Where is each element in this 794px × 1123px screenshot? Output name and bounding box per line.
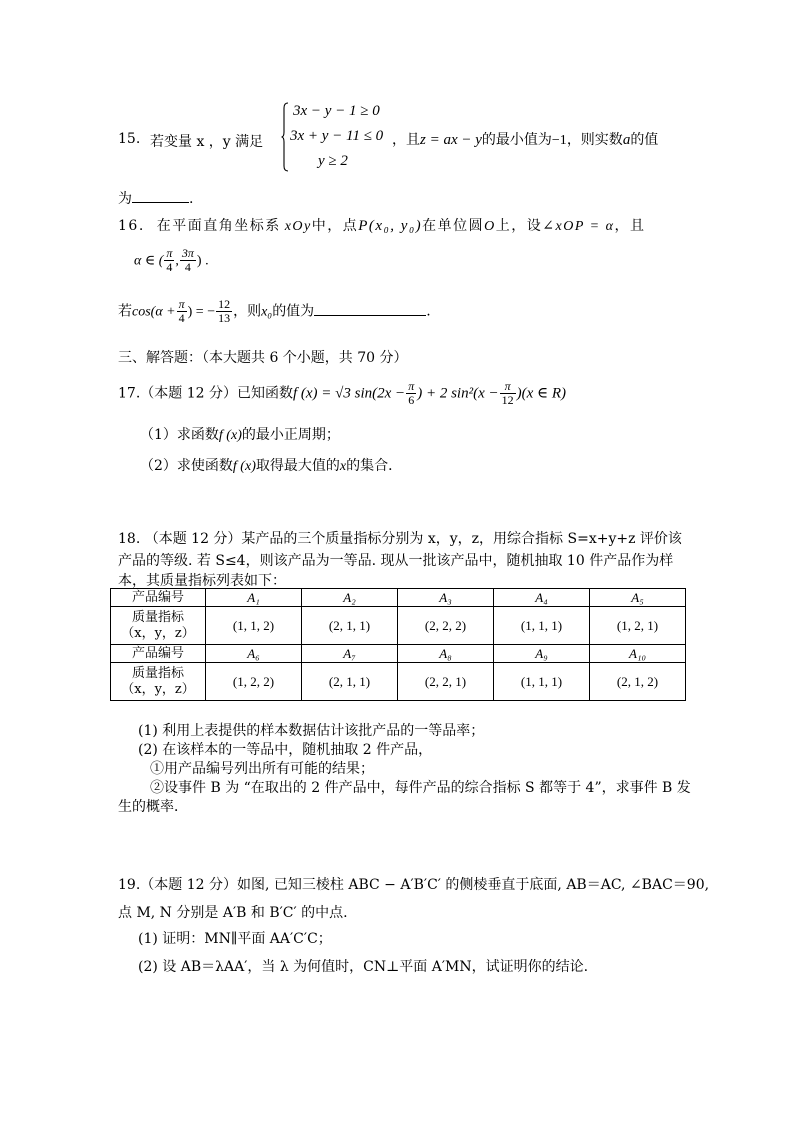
q17-line1 <box>118 380 566 407</box>
function-tail: )(x ∈ R) <box>516 385 567 402</box>
q16-line3 <box>118 298 431 325</box>
comma: , <box>175 253 179 269</box>
var-a: a <box>622 132 631 148</box>
numerator: π <box>166 246 173 260</box>
denominator: 4 <box>178 311 185 325</box>
q15-text-b: 的最小值为 <box>481 132 552 148</box>
value-cell: (2, 1, 2) <box>590 663 686 701</box>
constraint-3: y ≥ 2 <box>318 153 348 169</box>
min-value: −1 <box>551 133 567 148</box>
angle-expr: ∠xOP = α <box>542 219 615 234</box>
product-id: A₈ <box>398 645 494 663</box>
q16-line2 <box>134 247 209 274</box>
value-cell: (1, 1, 1) <box>494 663 590 701</box>
q15-text-a: ，且 <box>392 132 420 148</box>
q15-condition <box>392 129 658 149</box>
q18-line2: 产品的等级. 若 S≤4，则该产品为一等品. 现从一批该产品中，随机抽取 10 件产品作为样 <box>118 553 674 569</box>
q15-text-c: ，则实数 <box>566 132 623 148</box>
value-cell: (1, 2, 1) <box>590 607 686 645</box>
product-id: A₉ <box>494 645 590 663</box>
product-id: A₁₀ <box>590 645 686 663</box>
product-id: A₃ <box>398 589 494 607</box>
x0: x₀ <box>261 304 273 320</box>
q17-p2-text: （2）求使函数 <box>140 458 233 474</box>
q17-p1-end: 的最小正周期； <box>241 427 340 443</box>
fraction-pi-4 <box>177 298 187 325</box>
product-id: A₆ <box>206 645 302 663</box>
numerator: 3π <box>181 246 194 260</box>
value-cell: (2, 2, 1) <box>398 663 494 701</box>
table-row <box>111 607 686 645</box>
objective-z: z = ax − y <box>420 132 482 148</box>
table-row <box>111 589 686 607</box>
q18-sub2a: ①用产品编号列出所有可能的结果； <box>150 761 374 777</box>
label-line: （x，y，z） <box>121 625 195 641</box>
q15-answer-line <box>118 188 193 208</box>
q16-ruo: 若 <box>118 303 132 320</box>
answer-blank-15 <box>132 190 189 203</box>
function-mid: ) + 2 sin²(x − <box>417 385 499 402</box>
label-line: 质量指标 <box>131 665 184 681</box>
fraction-3pi-4 <box>180 247 196 274</box>
header-cell: 产品编号 <box>111 589 206 607</box>
q18-sub1: (1) 利用上表提供的样本数据估计该批产品的一等品率； <box>138 723 485 739</box>
denominator: 13 <box>218 311 231 325</box>
q18-sub2: (2) 在该样本的一等品中，随机抽取 2 件产品， <box>138 742 433 758</box>
q16-text-3: 在单位圆 <box>422 218 485 234</box>
value-cell: (2, 1, 1) <box>302 663 398 701</box>
fraction-pi-12 <box>500 380 516 407</box>
equals: ) = − <box>187 304 216 320</box>
circle-o: O <box>484 219 496 234</box>
denominator: 12 <box>501 393 514 407</box>
value-cell: (2, 2, 2) <box>398 607 494 645</box>
fx: f (x) <box>232 459 256 474</box>
q18-line1: 18. （本题 12 分）某产品的三个质量指标分别为 x，y，z，用综合指标 S=x+y+z 评价该 <box>118 531 682 547</box>
quality-table <box>110 588 686 701</box>
q18-line3: 本，其质量指标列表如下： <box>118 573 286 589</box>
point-p: P(x₀, y₀) <box>358 218 423 234</box>
q18-sub2c: 生的概率． <box>118 799 188 815</box>
numerator: π <box>500 380 516 394</box>
q18-sub2b: ②设事件 B 为 “在取出的 2 件产品中，每件产品的综合指标 S 都等于 4”，求事件 B 发 <box>150 780 691 796</box>
cos-expr: cos(α + <box>132 304 176 320</box>
product-id: A₁ <box>206 589 302 607</box>
header-cell: 产品编号 <box>111 645 206 663</box>
product-id: A₅ <box>590 589 686 607</box>
numerator: π <box>408 379 415 393</box>
product-id: A₇ <box>302 645 398 663</box>
label-line: 质量指标 <box>131 609 184 625</box>
coord-xoy: xOy <box>284 219 312 234</box>
value-cell: (1, 1, 2) <box>206 607 302 645</box>
q16-period: . <box>426 303 431 320</box>
denominator: 4 <box>184 260 191 274</box>
table-row <box>111 663 686 701</box>
q16-text-1: 在平面直角坐标系 <box>156 218 281 234</box>
left-brace-icon <box>281 102 289 172</box>
constraint-1: 3x − y − 1 ≥ 0 <box>293 103 380 119</box>
fraction-pi-4 <box>164 247 174 274</box>
q16-text-2: 中，点 <box>311 218 359 234</box>
q16-text-7: 的值为 <box>272 303 315 320</box>
function-f: f (x) = √3 sin(2x − <box>292 385 406 402</box>
q15-number: 15. <box>118 131 141 147</box>
numerator: π <box>178 297 185 311</box>
q16-text-5: ，且 <box>614 218 646 234</box>
answer-blank-16 <box>314 303 426 316</box>
q17-part1 <box>140 424 340 444</box>
q17-head: 17.（本题 12 分）已知函数 <box>118 385 293 402</box>
value-cell: (2, 1, 1) <box>302 607 398 645</box>
q19-line1: 19.（本题 12 分）如图, 已知三棱柱 ABC − A′B′C′ 的侧棱垂直于底面, AB＝AC, ∠BAC＝90, <box>118 877 710 893</box>
q19-sub1: (1) 证明：MN∥平面 AA′C′C； <box>138 931 332 947</box>
numerator: 12 <box>218 297 231 311</box>
q16-text-6: ，则 <box>233 303 262 320</box>
alpha-in: α ∈ ( <box>134 253 164 269</box>
denominator: 4 <box>166 260 173 274</box>
value-cell: (1, 1, 1) <box>494 607 590 645</box>
q15-wei: 为 <box>118 191 132 207</box>
q17-part2 <box>140 455 402 475</box>
q16-number: 16. <box>118 218 145 234</box>
close-paren: ) . <box>196 253 209 269</box>
q16-line1 <box>118 215 645 235</box>
section-heading: 三、解答题：（本大题共 6 个小题，共 70 分） <box>118 350 408 366</box>
q19-line2: 点 M, N 分别是 A′B 和 B′C′ 的中点. <box>118 905 348 921</box>
q19-sub2: (2) 设 AB＝λAA′，当 λ 为何值时，CN⊥平面 A′MN，试证明你的结论. <box>138 959 589 975</box>
constraint-2: 3x + y − 11 ≤ 0 <box>290 128 384 144</box>
var-x: x <box>339 459 347 474</box>
label-line: （x，y，z） <box>121 681 195 697</box>
q15-period: . <box>189 191 194 207</box>
q17-p1-text: （1）求函数 <box>140 427 219 443</box>
header-cell <box>111 607 206 645</box>
q15-intro: 若变量 x ，y 满足 <box>150 134 264 150</box>
fraction-12-13 <box>216 298 232 325</box>
denominator: 6 <box>408 393 415 407</box>
q16-text-4: 上，设 <box>495 218 543 234</box>
fx: f (x) <box>218 428 242 443</box>
value-cell: (1, 2, 2) <box>206 663 302 701</box>
table-row <box>111 645 686 663</box>
product-id: A₄ <box>494 589 590 607</box>
q15-text-d: 的值 <box>630 132 659 148</box>
product-id: A₂ <box>302 589 398 607</box>
fraction-pi-6 <box>406 380 416 407</box>
q17-p2-end: 的集合． <box>346 458 403 474</box>
header-cell <box>111 663 206 701</box>
q17-p2-mid: 取得最大值的 <box>255 458 340 474</box>
